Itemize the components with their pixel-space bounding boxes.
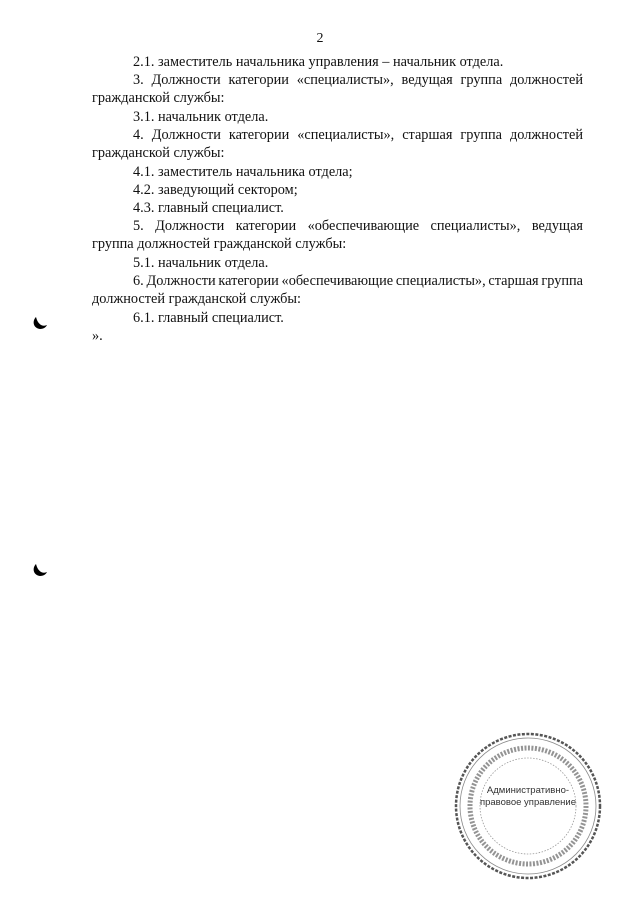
text-line: 6. Должности категории «обеспечивающие специалисты», старшая группа xyxy=(133,273,583,289)
text-line: 5. Должности категории «обеспечивающие специалисты», ведущая xyxy=(133,218,583,234)
text-line: 4.3. главный специалист. xyxy=(133,200,284,216)
text-line: гражданской службы: xyxy=(92,145,225,161)
text-line: 3. Должности категории «специалисты», ведущая группа должностей xyxy=(133,72,583,88)
text-line: 4.2. заведующий сектором; xyxy=(133,182,298,198)
text-line: 5.1. начальник отдела. xyxy=(133,255,269,271)
seal-center-text: Административно- правовое управление xyxy=(479,785,577,808)
punch-hole-mark-icon xyxy=(31,316,47,330)
text-line: ». xyxy=(92,328,103,344)
text-line: группа должностей гражданской службы: xyxy=(92,236,347,252)
punch-hole-mark-icon xyxy=(31,563,47,577)
text-line: гражданской службы: xyxy=(92,90,225,106)
text-line: 2.1. заместитель начальника управления – начальник отдела. xyxy=(133,54,504,70)
page-number: 2 xyxy=(316,31,324,46)
text-line: 4. Должности категории «специалисты», старшая группа должностей xyxy=(133,127,583,143)
text-line: 4.1. заместитель начальника отдела; xyxy=(133,164,353,180)
text-line: должностей гражданской службы: xyxy=(92,291,301,307)
text-line: 6.1. главный специалист. xyxy=(133,310,284,326)
text-line: 3.1. начальник отдела. xyxy=(133,109,269,125)
